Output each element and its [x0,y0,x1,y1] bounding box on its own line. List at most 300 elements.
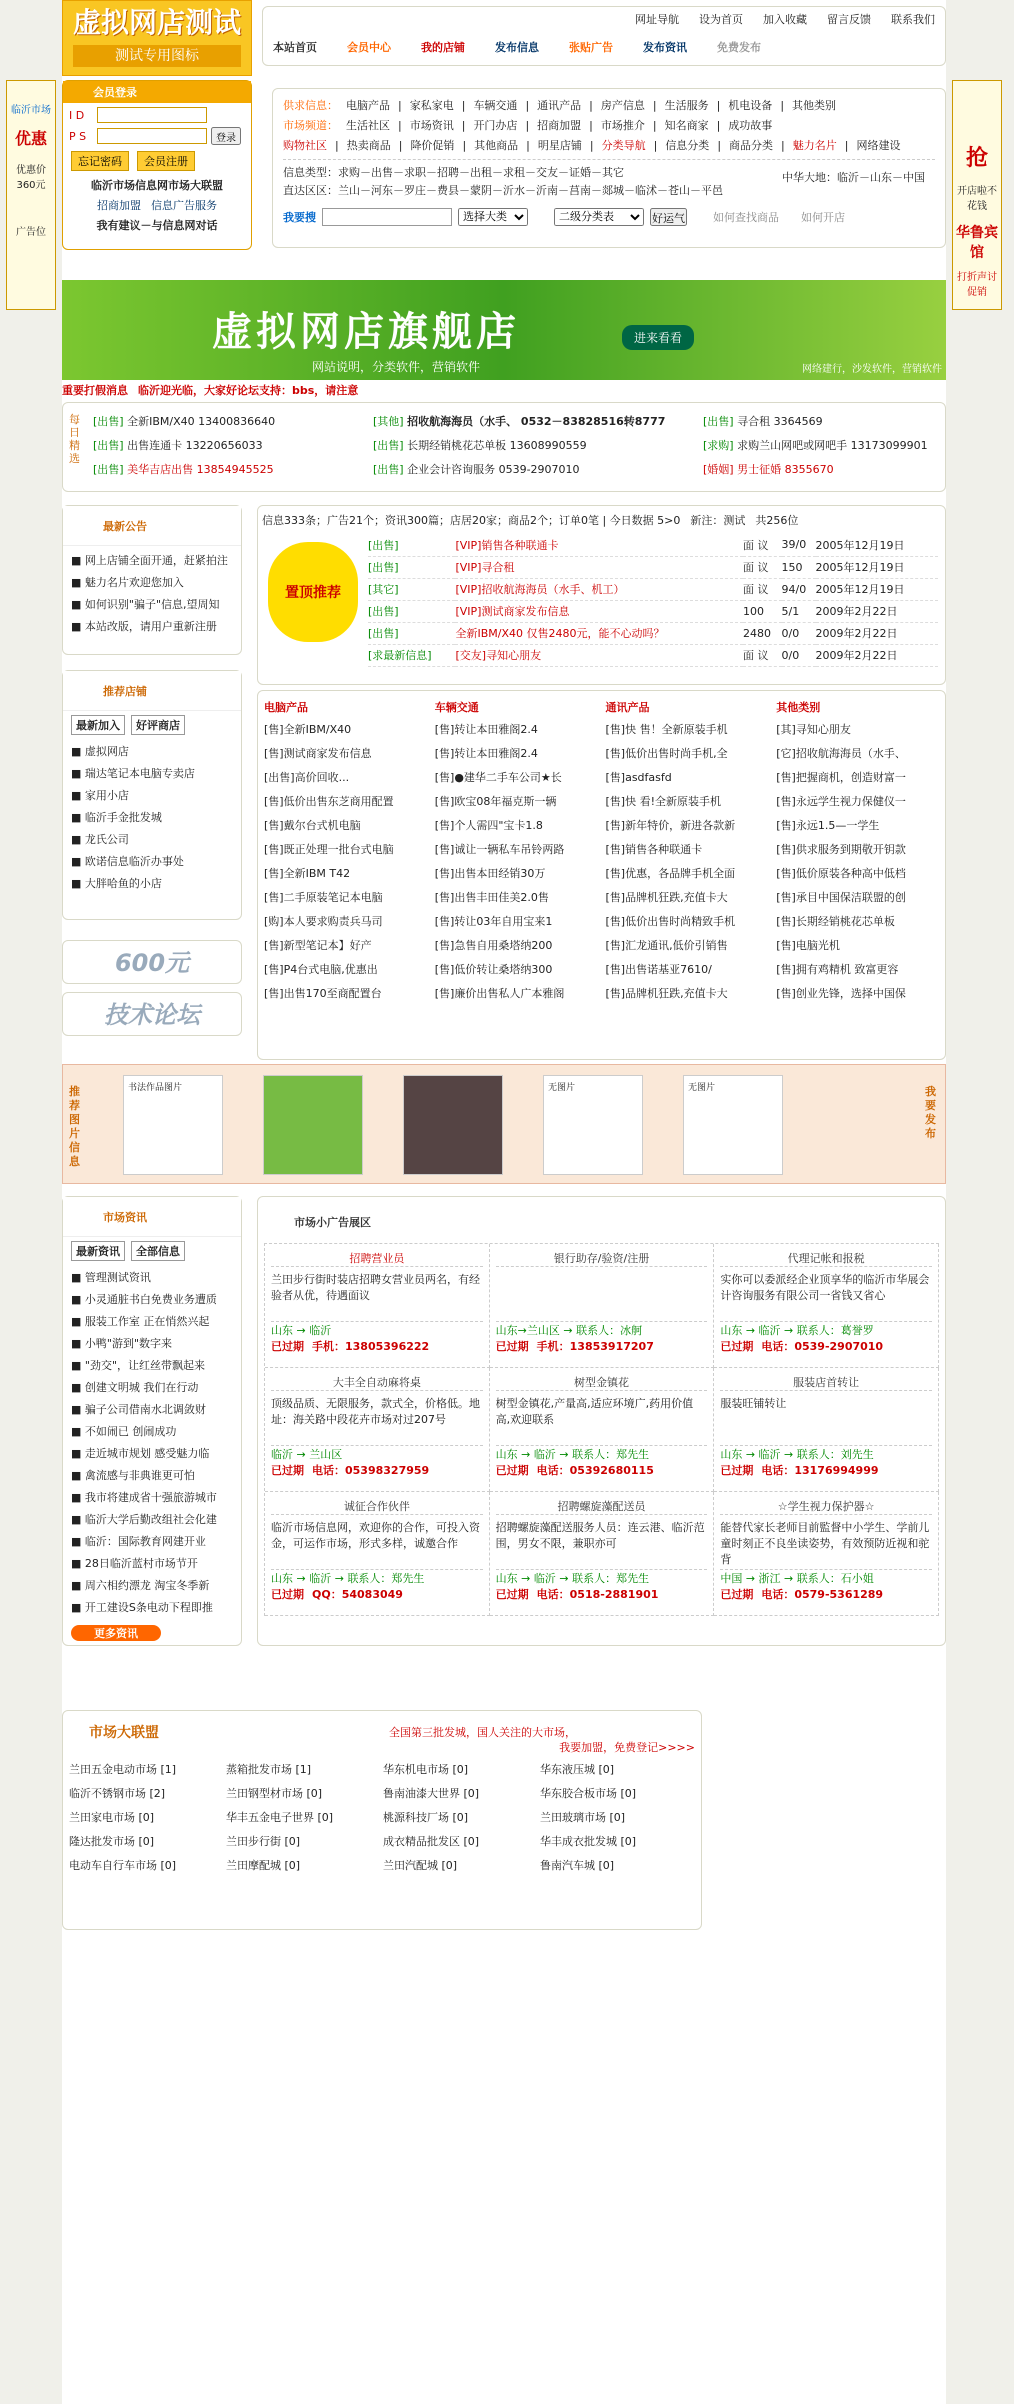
top-recommend-image: 置顶推荐 [268,542,358,642]
news-item[interactable]: ■ 不如闹已 创闹成功 [71,1425,177,1438]
promo-600[interactable]: 600元 [62,940,242,984]
right-ad[interactable] [952,80,1002,310]
section-item[interactable]: [售]销售各种联通卡 [605,843,703,856]
category-sections [257,690,946,1060]
market-item[interactable]: 兰田家电市场 [0] [69,1811,155,1824]
main-wrapper [11,0,998,2404]
alliance-title: 市场大联盟 [89,1725,159,1741]
category-item[interactable]: 车辆交通 [473,99,518,112]
market-item[interactable]: 兰田五金电动市场 [1] [69,1763,177,1776]
search-label: 我要搜 [283,211,316,224]
category-item[interactable]: 知名商家 [664,119,709,132]
top-list-cell: 2005年12月19日 [815,538,905,552]
classified-head: 树型金镇花 [496,1374,708,1391]
news-item[interactable]: ■ 开工建设S条电动下程即推 [71,1601,213,1614]
market-item[interactable]: 华东机电市场 [0] [383,1763,469,1776]
section-item[interactable]: [售]转让本田雅阁2.4 [434,747,538,760]
right-ad-hotel: 华鲁宾馆 [956,225,998,261]
top-list-cell: 2480 [743,626,772,640]
search-help-link[interactable]: 如何查找商品 [713,211,779,224]
login-button[interactable]: 登录 [211,127,241,145]
stats-count: 共256位 [755,514,799,527]
category-item[interactable]: 其他类别 [792,99,837,112]
top-list-cell: 2009年2月22日 [815,649,898,662]
section-item[interactable]: [售]既正处理一批台式电脑 [264,843,394,856]
info-region-line[interactable]: 直达区区：兰山－河东－罗庄－费县－蒙阴－沂水－沂南－莒南－郯城－临沭－苍山－平邑 [283,184,723,197]
section-item[interactable]: [售]承目中国保洁联盟的创 [776,891,906,904]
main-nav-item[interactable]: 本站首页 [273,41,317,54]
top-list-cell: 150 [781,560,803,574]
section-item[interactable]: [购]本人要求购责兵马司 [264,915,383,928]
top-list-cell: 2009年2月22日 [815,605,898,618]
news-item[interactable]: ■ 骗子公司借南水北调敛财 [71,1403,206,1416]
top-list-cell: [出售] [368,605,399,618]
news-item[interactable]: ■ "劲交"，让红丝带飘起来 [71,1359,206,1372]
section-item[interactable]: [售]出售170至商配置台 [264,987,382,1000]
category-item[interactable]: 家私家电 [409,99,454,112]
classified-body: 招聘螺旋藻配送服务人员：连云港、临沂范围，男女不限，兼职亦可 [495,1521,705,1550]
classifieds-title: 市场小广告展区 [294,1216,371,1229]
section-title[interactable]: 通讯产品 [605,701,650,714]
expired-badge: 已过期 [495,1340,529,1353]
top-nav-item[interactable]: 加入收藏 [763,13,807,26]
section-item[interactable]: [售]廉价出售私人广本雅阁 [434,987,565,1000]
news-item[interactable]: ■ 管理测试资讯 [71,1271,151,1284]
shop-item[interactable]: ■ 家用小店 [71,789,129,802]
top-list-cell: 2009年2月22日 [815,627,898,640]
classified-head: 代理记帐和报税 [720,1250,932,1267]
market-item[interactable]: 鲁南汽车城 [0] [540,1859,615,1872]
top-list-cell: [交友]寻知心朋友 [455,649,542,662]
category-item[interactable]: 热卖商品 [346,139,391,152]
classified-phone: 已过期 手机：13805396222 [271,1340,430,1353]
main-nav-item[interactable]: 我的店铺 [421,41,465,54]
announcement-item[interactable]: ■ 魅力名片欢迎您加入 [71,576,184,589]
logo[interactable] [62,0,252,76]
market-item[interactable]: 华丰成衣批发城 [0] [540,1835,637,1848]
top-list-cell: [求最新信息] [368,649,432,662]
classified-phone: 已过期 电话：0518-2881901 [495,1588,659,1601]
section-item[interactable]: [售]二手原装笔记本电脑 [264,891,383,904]
forgot-password-button[interactable]: 忘记密码 [71,151,129,171]
ad-item[interactable]: [求购] 求购兰山网吧或网吧手 13173099901 [703,439,928,452]
market-item[interactable]: 桃源科技厂场 [0] [383,1811,469,1824]
section-item[interactable]: [售]低价出售时尚精致手机 [605,915,736,928]
shop-item[interactable]: ■ 虚拟网店 [71,745,129,758]
news-item[interactable]: ■ 临沂：国际教育网建开业 [71,1535,206,1548]
stats-news[interactable]: 新注：测试 [690,514,746,527]
section-item[interactable]: [售]低价转让桑塔纳300 [434,963,553,976]
section-item[interactable]: [售]供求服务到期敬开钥款 [776,843,906,856]
left-ad-text: 临沂市场 [11,105,51,116]
announcement-box [62,505,242,655]
stats-text: 信息333条；广告21个；资讯300篇；店居20家；商品2个；订单0笔 | 今日数据 5>0 [262,514,681,527]
section-item[interactable]: [售]戴尔台式机电脑 [264,819,361,832]
top-nav [635,11,935,27]
section-item[interactable]: [售]出售丰田佳美2.0售 [434,891,549,904]
classified-head: 服装店首转让 [720,1374,932,1391]
banner-button[interactable]: 进来看看 [622,325,694,350]
section-item[interactable]: [售]全新IBM T42 [264,867,351,880]
section-title[interactable]: 其他类别 [776,701,821,714]
classified-body: 树型金镇花,产量高,适应环境广,药用价值高,欢迎联系 [495,1397,694,1426]
classified-head: 大丰全自动麻将桌 [271,1374,483,1391]
section-item[interactable]: [售]汇龙通讯,低价引销售 [605,939,728,952]
section-item[interactable]: [售]快 售！全新原装手机 [605,723,728,736]
section-item[interactable]: [售]P4台式电脑,优惠出 [264,963,378,976]
news-item[interactable]: ■ 创建文明城 我们在行动 [71,1381,199,1394]
top-list-panel [257,505,946,685]
section-item[interactable]: [出售]高价回收... [264,771,350,784]
logo-title: 虚拟网店测试 [72,6,241,39]
category-section [435,697,598,719]
market-item[interactable]: 电动车自行车市场 [0] [69,1859,177,1872]
announcement-item[interactable]: ■ 本站改版，请用户重新注册 [71,620,217,633]
news-list [63,1265,241,1621]
market-item[interactable]: 兰田钢型材市场 [0] [226,1787,323,1800]
classified-location: 山东 → 临沂 → 联系人：郑先生 [271,1569,483,1586]
section-title[interactable]: 车辆交通 [434,701,479,714]
ad-item[interactable]: [婚姻] 男士征婚 8355670 [703,463,834,476]
search-button[interactable]: 好运气 [650,208,687,226]
section-item[interactable]: [售]asdfasfd [605,771,672,784]
shop-list [63,739,241,897]
classified-cell[interactable] [265,1492,490,1616]
category-item[interactable]: 分类导航 [601,139,646,152]
classified-phone: 已过期 电话：05398327959 [271,1464,430,1477]
classified-phone: 已过期 手机：13853917207 [495,1340,654,1353]
top-list-cell: [VIP]寻合租 [455,561,515,574]
classified-location: 山东→兰山区 → 联系人：冰舸 [496,1321,708,1338]
section-item[interactable]: [售]永远1.5—一学生 [776,819,880,832]
login-link[interactable]: 信息广告服务 [151,199,217,212]
section-item[interactable]: [售]新型笔记本】好产 [264,939,372,952]
shop-item[interactable]: ■ 欧诺信息临沂办事处 [71,855,184,868]
announcement-title: 最新公告 [63,506,241,546]
tab-rated[interactable]: 好评商店 [131,715,185,735]
ad-item[interactable]: [出售] 美华吉店出售 13854945525 [93,463,274,476]
market-item[interactable]: 华丰五金电子世界 [0] [226,1811,334,1824]
category-item[interactable]: 魅力名片 [792,139,837,152]
section-item[interactable]: [售]●建华二手车公司★长 [434,771,562,784]
top-list-row[interactable] [368,534,938,556]
market-news-title: 市场资讯 [63,1197,241,1237]
tab-news-all[interactable]: 全部信息 [131,1241,185,1261]
subcategory-select[interactable] [554,208,644,226]
info-type-line[interactable]: 信息类型：求购－出售－求职－招聘－出租－求租－交友－证婚－其它 [283,166,624,179]
market-item[interactable]: 兰田汽配城 [0] [383,1859,458,1872]
section-item[interactable]: [售]品牌机狂跌,充值卡大 [605,891,728,904]
id-label: I D [69,108,85,122]
ad-item[interactable]: [出售] 全新IBM/X40 13400836640 [93,415,276,428]
market-item[interactable]: 兰田玻璃市场 [0] [540,1811,626,1824]
top-nav-item[interactable]: 设为首页 [699,13,743,26]
category-item[interactable]: 生活服务 [664,99,709,112]
market-item[interactable]: 兰田摩配城 [0] [226,1859,301,1872]
login-title: 会员登录 [63,81,251,103]
section-item[interactable]: [其]寻知心朋友 [776,723,851,736]
section-item[interactable]: [售]优惠，各品牌手机全面 [605,867,736,880]
section-item[interactable]: [售]把握商机，创造财富一 [776,771,906,784]
top-list-cell: [出售] [368,561,399,574]
classified-body [496,1271,708,1321]
classified-cell[interactable] [714,1492,939,1616]
category-label: 供求信息： [283,99,338,112]
top-list-row[interactable] [368,600,938,622]
shop-item[interactable]: ■ 临沂手金批发城 [71,811,162,824]
market-item[interactable]: 隆达批发市场 [0] [69,1835,155,1848]
section-item[interactable]: [售]出售诺基亚7610/ [605,963,712,976]
category-select[interactable] [458,208,528,226]
classified-location: 山东 → 临沂 → 联系人：刘先生 [720,1445,932,1462]
section-item[interactable]: [售]低价原装各种高中低档 [776,867,906,880]
category-item[interactable]: 明星店铺 [537,139,582,152]
market-news-box [62,1196,242,1646]
section-item[interactable]: [售]欧宝08年福克斯一辆 [434,795,557,808]
ad-item[interactable]: [出售] 出售连通卡 13220656033 [93,439,263,452]
expired-badge: 已过期 [720,1588,754,1601]
right-ad-sub: 开店啦不花钱 [957,186,997,212]
classified-body: 兰田步行街时装店招聘女营业员两名，有经验者从优，待遇面议 [271,1273,480,1302]
section-item[interactable]: [售]测试商家发布信息 [264,747,372,760]
classified-phone: 已过期 电话：13176994999 [720,1464,879,1477]
classified-head: 诚征合作伙伴 [271,1498,483,1515]
category-item[interactable]: 招商加盟 [537,119,582,132]
market-item[interactable]: 成衣精品批发区 [0] [383,1835,480,1848]
tab-news-latest[interactable]: 最新资讯 [71,1241,125,1261]
classified-cell[interactable] [265,1368,490,1492]
classified-cell[interactable] [714,1244,939,1368]
expired-badge: 已过期 [271,1588,304,1601]
category-item[interactable]: 通讯产品 [537,99,582,112]
market-item[interactable]: 华东胶合板市场 [0] [540,1787,637,1800]
advice-link[interactable]: 我有建议－与信息网对话 [96,219,218,232]
main-nav-item[interactable]: 发布信息 [495,41,539,54]
top-list-cell: 0/0 [781,626,800,640]
section-item[interactable]: [售]长期经销桃花芯单板 [776,915,895,928]
section-item[interactable]: [售]转让本田雅阁2.4 [434,723,538,736]
category-item[interactable]: 开门办店 [473,119,518,132]
section-item[interactable]: [售]电脑光机 [776,939,840,952]
category-item[interactable]: 房产信息 [600,99,645,112]
category-item[interactable]: 成功故事 [728,119,773,132]
category-item[interactable]: 电脑产品 [346,99,390,112]
top-nav-bar [262,6,946,66]
classified-phone: 已过期 QQ：54083049 [271,1588,403,1601]
market-item[interactable]: 临沂不锈钢市场 [2] [69,1787,166,1800]
right-ad-title: 抢 [965,146,988,171]
section-item[interactable]: [售]个人需四"宝卡1.8 [434,819,543,832]
announcement-item[interactable]: ■ 如何识别"骗子"信息,望周知 [71,598,220,611]
register-button[interactable]: 会员注册 [137,151,195,171]
pic-item[interactable]: 无图片 [543,1075,643,1175]
expired-badge: 已过期 [495,1588,529,1601]
top-list-cell: [出售] [368,538,399,552]
notice-news[interactable]: 临沂迎光临，大家好论坛支持：bbs，请注意 [138,384,359,397]
alliance-join[interactable]: 我要加盟，免费登记>>>> [559,1741,695,1754]
main-banner[interactable] [62,280,946,380]
top-list-row[interactable] [368,644,938,666]
main-nav-item[interactable]: 张贴广告 [569,41,613,54]
alliance-news[interactable]: 全国第三批发城，国人关注的大市场， [389,1726,576,1739]
category-item[interactable]: 生活社区 [346,119,390,132]
top-list-cell: 2005年12月19日 [815,561,905,574]
market-item[interactable]: 蒸箱批发市场 [1] [226,1763,312,1776]
classified-cell[interactable] [714,1368,939,1492]
section-title[interactable]: 电脑产品 [264,701,308,714]
expired-badge: 已过期 [720,1464,754,1477]
left-ad-price: 优惠价360元 [16,165,46,191]
pic-item[interactable] [403,1075,503,1175]
market-item[interactable]: 兰田步行街 [0] [226,1835,301,1848]
news-item[interactable]: ■ 我市将建成省十强旅游城市 [71,1491,217,1504]
ad-item[interactable]: [其他] 招收航海海员（水手、 0532－83828516转8777 [373,415,666,428]
classified-body: 服装旺铺转让 [720,1397,787,1410]
category-item[interactable]: 购物社区 [283,139,327,152]
category-item[interactable]: 降价促销 [410,139,455,152]
section-item[interactable]: [售]创业先锋，选择中国保 [776,987,906,1000]
tab-latest[interactable]: 最新加入 [71,715,125,735]
classified-body: 顶级品质、无限服务，款式全，价格低。地址：海关路中段花卉市场对过207号 [271,1397,480,1426]
expired-badge: 已过期 [271,1464,304,1477]
pic-left-label: 推荐图片信息 [69,1085,80,1168]
section-item[interactable]: [售]低价出售东芝商用配置 [264,795,394,808]
news-item[interactable]: ■ 临沂大学后勤改组社会化建 [71,1513,217,1526]
top-list-row[interactable] [368,622,938,644]
right-ad-note: 打折声讨促销 [957,272,997,298]
left-ad[interactable] [6,80,56,310]
main-nav-item[interactable]: 会员中心 [347,41,391,54]
category-item[interactable]: 信息分类 [665,139,710,152]
classified-body: 能替代家长老师目前監督中小学生、学前儿童时刻正不良坐读姿势，有效预防近视和驼背 [720,1521,930,1566]
news-item[interactable]: ■ 小鸭"游到"数字来 [71,1337,173,1350]
promo-forum[interactable]: 技术论坛 [62,992,242,1036]
section-item[interactable]: [售]品牌机狂跌,充值卡大 [605,987,728,1000]
category-item[interactable]: 市场推介 [600,119,645,132]
shop-item[interactable]: ■ 龙氏公司 [71,833,129,846]
section-item[interactable]: [售]全新IBM/X40 [264,723,352,736]
category-section [776,697,939,719]
news-item[interactable]: ■ 小灵通脏书白免费业务遭质 [71,1293,217,1306]
pic-item[interactable]: 无图片 [683,1075,783,1175]
classified-body: 临沂市场信息网，欢迎你的合作，可投入资金，可运作市场，形式多样，诚邀合作 [271,1521,480,1550]
login-link[interactable]: 招商加盟 [97,199,141,212]
top-list-cell: 100 [743,604,765,618]
search-help-link[interactable]: 如何开店 [801,211,845,224]
shop-item[interactable]: ■ 瑞达笔记本电脑专卖店 [71,767,195,780]
news-item[interactable]: ■ 周六相约漂龙 淘宝冬季新 [71,1579,210,1592]
top-list-cell: [VIP]招收航海海员（水手、机工） [455,583,625,596]
expired-badge: 已过期 [720,1340,754,1353]
info-zhongda[interactable]: 中华大地：临沂－山东－中国 [782,171,925,184]
main-nav-item[interactable]: 免费发布 [717,41,761,54]
market-item[interactable]: 华东液压城 [0] [540,1763,615,1776]
top-list-cell: 2005年12月19日 [815,583,905,596]
section-item[interactable]: [它]招收航海海员（水手、 [776,747,906,760]
category-label: 市场频道： [283,119,338,132]
top-list-cell: 面 议 [743,538,769,552]
main-nav-item[interactable]: 发布资讯 [643,41,687,54]
section-item[interactable]: [售]低价出售时尚手机,全 [605,747,728,760]
section-item[interactable]: [售]新年特价，新进各款新 [605,819,736,832]
classified-cell[interactable] [490,1244,715,1368]
top-list-cell: [出售] [368,627,399,640]
top-list-row[interactable] [368,556,938,578]
banner-title: 虚拟网店旗舰店 [212,309,520,355]
top-list-row[interactable] [368,578,938,600]
classified-location: 临沂 → 兰山区 [271,1445,483,1462]
market-item[interactable]: 鲁南油漆大世界 [0] [383,1787,480,1800]
announcement-item[interactable]: ■ 网上店铺全面开通，赶紧拍注 [71,554,228,567]
top-nav-item[interactable]: 网址导航 [635,13,679,26]
classified-phone: 已过期 电话：05392680115 [495,1464,654,1477]
section-item[interactable]: [售]永远学生视力保健仪一 [776,795,906,808]
classified-head: 招聘营业员 [271,1250,483,1267]
section-item[interactable]: [售]快 看!全新原装手机 [605,795,721,808]
top-list-cell: 94/0 [781,582,807,596]
news-item[interactable]: ■ 禽流感与非典谁更可怕 [71,1469,195,1482]
top-nav-item[interactable]: 联系我们 [891,13,935,26]
category-item[interactable]: 商品分类 [729,139,774,152]
pic-item[interactable] [263,1075,363,1175]
ad-item[interactable]: [出售] 长期经销桃花芯单板 13608990559 [373,439,587,452]
classified-phone: 已过期 电话：0539-2907010 [720,1340,884,1353]
classified-cell[interactable] [490,1368,715,1492]
classified-location: 中国 → 浙江 → 联系人：石小姐 [720,1569,932,1586]
alliance-panel [62,1710,702,1930]
section-item[interactable]: [售]出售本田经销30万 [434,867,546,880]
classified-body: 实你可以委派经企业顶享华的临沂市华展会计咨询服务有限公司一省钱又省心 [720,1273,930,1302]
news-item[interactable]: ■ 服装工作室 正在悄然兴起 [71,1315,210,1328]
category-item[interactable]: 机电设备 [728,99,773,112]
classified-head: ☆学生视力保护器☆ [720,1498,932,1515]
ad-item[interactable]: [出售] 寻合租 3364569 [703,415,823,428]
more-news-button[interactable]: 更多资讯 [71,1625,161,1641]
announcement-list [63,546,241,642]
top-list-cell: 面 议 [743,561,769,574]
news-item[interactable]: ■ 28日临沂蓝村市场节开 [71,1557,198,1570]
section-item[interactable]: [售]急售自用桑塔纳200 [434,939,553,952]
password-input[interactable] [97,128,207,144]
id-input[interactable] [97,107,207,123]
shop-item[interactable]: ■ 大胖哈鱼的小店 [71,877,162,890]
left-ad-sub: 优惠 [14,129,47,148]
classified-head: 银行助存/验资/注册 [496,1250,708,1267]
ads-panel [62,402,946,492]
search-input[interactable] [322,208,452,226]
news-item[interactable]: ■ 走近城市规划 感受魅力临 [71,1447,210,1460]
section-item[interactable]: [售]拥有鸡精机 致富更容 [776,963,899,976]
banner-right-text: 网络建行，沙发软件，营销软件 [802,364,942,375]
section-item[interactable]: [售]转让03年自用宝来1 [434,915,553,928]
category-item[interactable]: 网络建设 [856,139,901,152]
classified-location: 山东 → 临沂 → 联系人：葛誉罗 [720,1321,932,1338]
pic-item[interactable]: 书法作品图片 [123,1075,223,1175]
category-item[interactable]: 其他商品 [474,139,519,152]
notice-label: 重要打假消息 [62,384,128,397]
classified-cell[interactable] [265,1244,490,1368]
notice-bar [62,382,946,398]
top-nav-item[interactable]: 留言反馈 [827,13,871,26]
section-item[interactable]: [售]诚让一辆私车吊铃两路 [434,843,565,856]
pic-right-label[interactable]: 我要发布 [925,1085,936,1140]
classified-cell[interactable] [490,1492,715,1616]
ad-item[interactable]: [出售] 企业会计咨询服务 0539-2907010 [373,463,580,476]
category-item[interactable]: 市场资讯 [409,119,454,132]
classified-phone: 已过期 电话：0579-5361289 [720,1588,884,1601]
classifieds-panel [257,1196,946,1646]
top-list-cell: 39/0 [781,538,807,552]
